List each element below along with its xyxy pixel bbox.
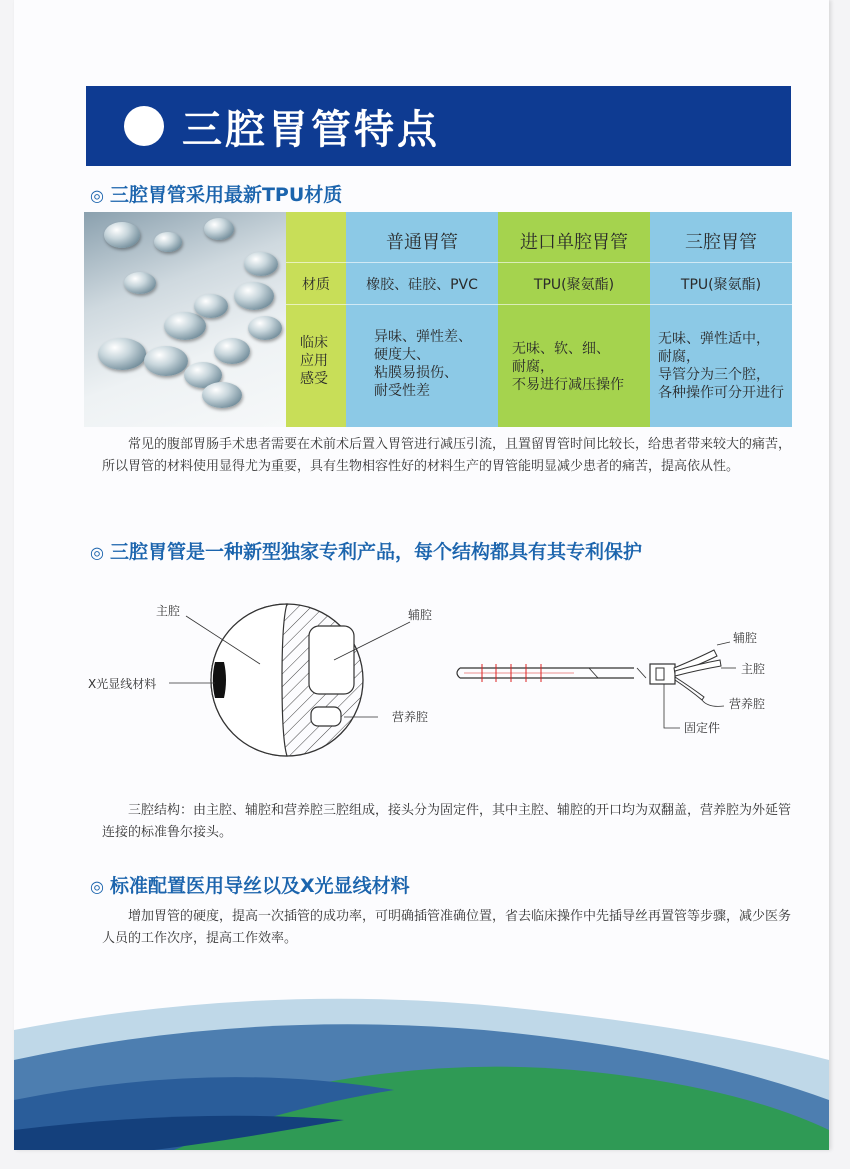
paragraph-material: 常见的腹部胃肠手术患者需要在术前术后置入胃管进行减压引流，且置留胃管时间比较长，给患者带来较大的痛苦，所以胃管的材料使用显得尤为重要，具有生物相容性好的材料生产的胃管能明显减少患者的痛苦，提高依从性。 (102, 437, 792, 474)
section-heading-guidewire (90, 871, 410, 898)
label-tube-main: 主腔 (741, 662, 766, 676)
row-label-feel: 临床 应用 感受 (300, 335, 328, 387)
row-label-material: 材质 (302, 277, 330, 293)
material-cell: TPU(聚氨酯) (533, 277, 615, 293)
circle-bullet-icon: ◎ (90, 186, 104, 205)
section-heading-text: 标准配置医用导丝以及X光显线材料 (109, 875, 410, 897)
page-title: 三腔胃管特点 (182, 107, 440, 153)
paragraph-guidewire: 增加胃管的硬度，提高一次插管的成功率，可明确插管准确位置，省去临床操作中先插导丝再置管等步骤，减少医务人员的工作次序，提高工作效率。 (102, 909, 792, 946)
feel-cell: 无味、软、细、 耐腐， 不易进行减压操作 (512, 341, 624, 393)
column-header: 进口单腔胃管 (520, 232, 628, 253)
brochure-page (14, 0, 829, 1150)
feel-cell: 异味、弹性差、 硬度大、 粘膜易损伤、 耐受性差 (374, 329, 472, 399)
label-tube-fixture: 固定件 (684, 721, 721, 735)
material-cell: 橡胶、硅胶、PVC (366, 277, 478, 293)
circle-bullet-icon: ◎ (90, 543, 104, 562)
label-xray-material: X光显线材料 (88, 677, 157, 691)
label-main-lumen: 主腔 (156, 604, 181, 618)
column-header: 三腔胃管 (685, 232, 757, 253)
section-heading-text: 三腔胃管采用最新TPU材质 (109, 184, 343, 206)
tube-side-view (457, 630, 765, 735)
paragraph-structure: 三腔结构：由主腔、辅腔和营养腔三腔组成，接头分为固定件，其中主腔、辅腔的开口均为双翻盖，营养腔为外延管连接的标准鲁尔接头。 (102, 803, 792, 840)
label-aux-lumen: 辅腔 (408, 608, 433, 622)
feel-cell: 无味、弹性适中， 耐腐， 导管分为三个腔， 各种操作可分开进行 (658, 331, 784, 401)
material-cell: TPU(聚氨酯) (680, 277, 762, 293)
label-tube-aux: 辅腔 (733, 631, 758, 645)
column-header: 普通胃管 (386, 232, 458, 253)
xray-stripe (213, 662, 226, 698)
cross-section-drawing (88, 604, 432, 756)
label-nutrition-lumen: 营养腔 (392, 710, 429, 724)
decorative-wave-footer (14, 990, 829, 1150)
section-heading-text: 三腔胃管是一种新型独家专利产品，每个结构都具有其专利保护 (109, 541, 642, 563)
circle-bullet-icon: ◎ (90, 877, 104, 896)
label-tube-nutrition: 营养腔 (729, 697, 766, 711)
structure-diagram (14, 0, 829, 780)
